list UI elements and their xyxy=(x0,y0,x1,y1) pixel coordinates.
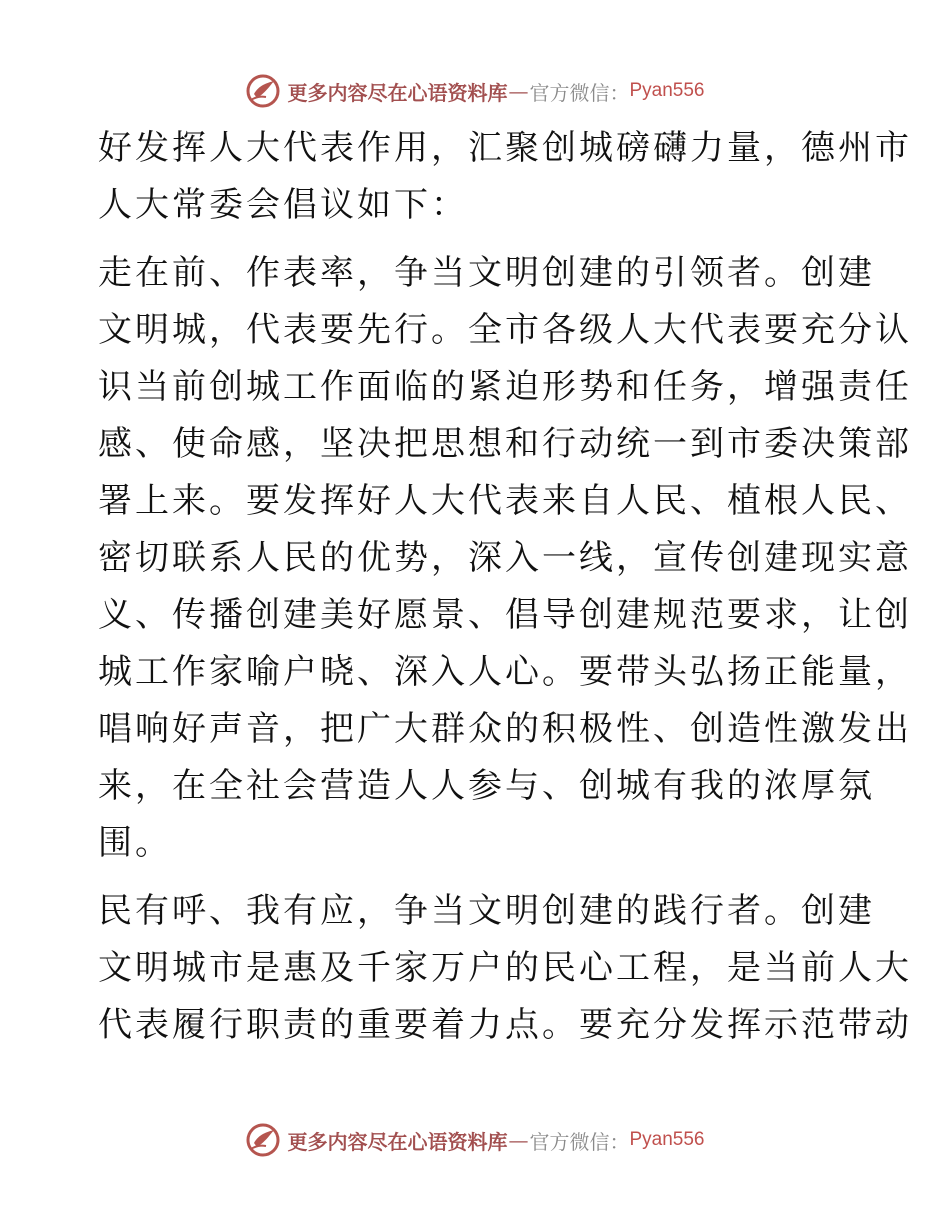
text-line: 密切联系人民的优势，深入一线，宣传创建现实意 xyxy=(98,538,912,578)
text-line: 人大常委会倡议如下： xyxy=(98,185,468,225)
text-line: 义、传播创建美好愿景、倡导创建规范要求，让创 xyxy=(98,595,912,635)
text-line: 署上来。要发挥好人大代表来自人民、植根人民、 xyxy=(98,481,912,521)
text-line: 走在前、作表率，争当文明创建的引领者。创建 xyxy=(98,253,875,293)
brand-logo-icon xyxy=(245,73,281,109)
banner-account: Pyan556 xyxy=(629,80,705,101)
banner-separator: — xyxy=(508,1128,529,1152)
text-line: 城工作家喻户晓、深入人心。要带头弘扬正能量， xyxy=(98,652,912,692)
banner-official-label: 官方微信： xyxy=(529,1129,630,1154)
banner-main-text: 更多内容尽在心语资料库 xyxy=(287,1129,508,1154)
text-line: 感、使命感，坚决把思想和行动统一到市委决策部 xyxy=(98,424,912,464)
paragraph-2 xyxy=(98,245,912,872)
paragraph-3 xyxy=(98,883,912,1054)
text-line: 识当前创城工作面临的紧迫形势和任务，增强责任 xyxy=(98,367,912,407)
brand-logo-icon xyxy=(245,1122,281,1158)
document-body xyxy=(98,120,912,1054)
banner-separator: — xyxy=(508,79,529,103)
paragraph-1 xyxy=(98,120,912,234)
text-line: 代表履行职责的重要着力点。要充分发挥示范带动 xyxy=(98,1005,912,1045)
text-line: 来，在全社会营造人人参与、创城有我的浓厚氛 xyxy=(98,766,875,806)
text-line: 围。 xyxy=(98,823,172,863)
banner-official-label: 官方微信： xyxy=(529,80,630,105)
banner-account: Pyan556 xyxy=(629,1129,705,1150)
footer-banner xyxy=(0,1120,950,1160)
banner-main-text: 更多内容尽在心语资料库 xyxy=(287,80,508,105)
text-line: 民有呼、我有应，争当文明创建的践行者。创建 xyxy=(98,891,875,931)
text-line: 好发挥人大代表作用，汇聚创城磅礴力量，德州市 xyxy=(98,128,912,168)
header-banner xyxy=(0,71,950,111)
text-line: 唱响好声音，把广大群众的积极性、创造性激发出 xyxy=(98,709,912,749)
text-line: 文明城市是惠及千家万户的民心工程，是当前人大 xyxy=(98,948,912,988)
text-line: 文明城，代表要先行。全市各级人大代表要充分认 xyxy=(98,310,912,350)
